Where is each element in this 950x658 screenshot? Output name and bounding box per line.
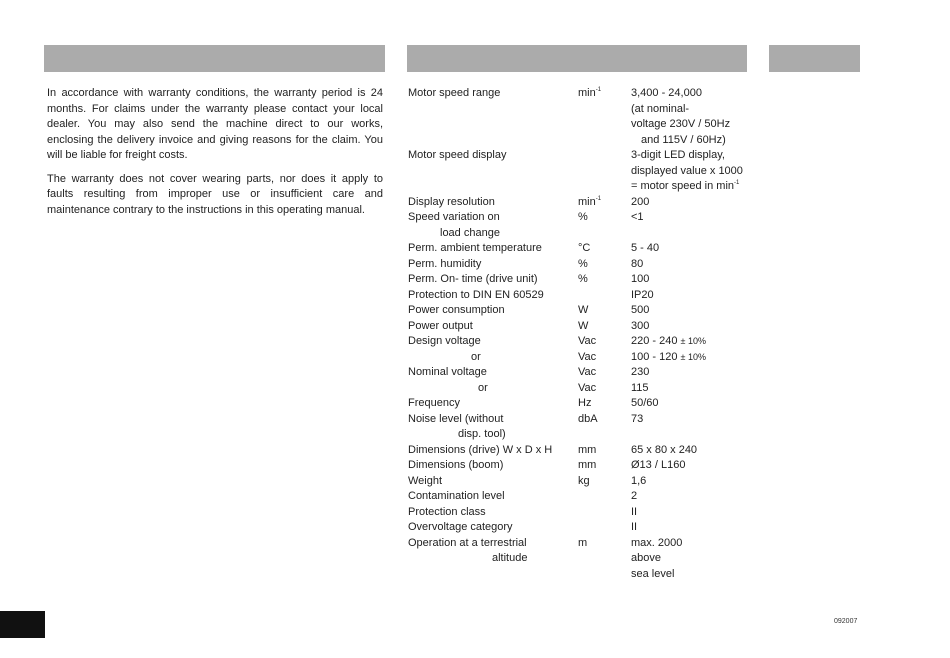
spec-value: <1 <box>631 211 644 223</box>
spec-tolerance: ± 10% <box>680 351 706 362</box>
spec-unit: Hz <box>578 397 592 409</box>
spec-label: Dimensions (boom) <box>408 459 504 471</box>
spec-value: 50/60 <box>631 397 659 409</box>
spec-label: altitude <box>492 552 528 564</box>
spec-row-power-consumption <box>408 303 758 319</box>
spec-unit: Vac <box>578 350 597 363</box>
warranty-paragraph-2: The warranty does not cover wearing parts, nor does it apply to faults resulting from improper use or insufficient care and maintenance contrary to the instructions in this operating manual. <box>47 172 383 216</box>
spec-row-motor-speed-range <box>408 86 758 148</box>
spec-row-overvoltage <box>408 520 758 536</box>
page-corner-tab <box>0 611 45 638</box>
warranty-paragraph-1: In accordance with warranty conditions, the warranty period is 24 months. For claims under the warranty please contact your local dealer. You may also send the machine direct to our works, enclosing the delivery invoice and giving reasons for the claim. You will be liable for freight costs. <box>47 87 383 161</box>
spec-value: II <box>631 521 638 533</box>
spec-label: Contamination level <box>408 490 505 502</box>
spec-row-weight <box>408 474 758 490</box>
spec-value: 300 <box>631 319 650 332</box>
unit-superscript: -1 <box>734 180 740 186</box>
spec-value: 100 - 120 <box>631 350 678 363</box>
spec-value: 200 <box>631 195 650 208</box>
spec-label: Weight <box>408 474 443 487</box>
spec-unit: Vac <box>578 335 597 347</box>
spec-value: voltage 230V / 50Hz <box>631 118 731 130</box>
spec-label: Operation at a terrestrial <box>408 536 527 549</box>
spec-value: II <box>631 505 638 518</box>
spec-label: Protection to DIN EN 60529 <box>408 288 544 301</box>
spec-row-noise-level <box>408 412 758 443</box>
spec-value: 1,6 <box>631 474 647 487</box>
spec-label: Perm. On- time (drive unit) <box>408 273 538 285</box>
spec-unit: kg <box>578 474 590 487</box>
spec-value: 3-digit LED display, <box>631 149 725 161</box>
spec-label: Perm. ambient temperature <box>408 242 542 254</box>
spec-label: Protection class <box>408 505 486 518</box>
spec-unit: min <box>578 195 596 208</box>
spec-value: 80 <box>631 257 644 270</box>
spec-label: Power consumption <box>408 304 505 316</box>
spec-label: disp. tool) <box>458 428 506 440</box>
spec-value: sea level <box>631 567 675 580</box>
spec-unit: mm <box>578 443 597 456</box>
document-code: 092007 <box>834 618 858 625</box>
spec-label: Dimensions (drive) W x D x H <box>408 443 553 456</box>
spec-row-dimensions-drive <box>408 443 758 459</box>
spec-row-design-voltage <box>408 334 758 365</box>
spec-row-speed-variation <box>408 210 758 241</box>
spec-unit: W <box>578 319 589 332</box>
spec-value: max. 2000 <box>631 536 683 549</box>
spec-value: 500 <box>631 304 650 316</box>
spec-label: Overvoltage category <box>408 521 513 533</box>
spec-label: Perm. humidity <box>408 257 482 270</box>
spec-value: Ø13 / L160 <box>631 459 686 471</box>
technical-data-table <box>408 86 758 582</box>
spec-value: 2 <box>631 490 638 502</box>
spec-label-or: or <box>471 350 481 363</box>
spec-unit: % <box>578 273 588 285</box>
spec-value: 3,400 - 24,000 <box>631 87 702 99</box>
spec-value: displayed value x 1000 <box>631 164 743 177</box>
spec-row-nominal-voltage <box>408 365 758 396</box>
spec-row-altitude <box>408 536 758 583</box>
spec-label: Noise level (without <box>408 412 504 425</box>
header-bar-warranty <box>44 45 385 72</box>
spec-row-contamination <box>408 489 758 505</box>
spec-value: above <box>631 552 661 564</box>
spec-row-display-resolution <box>408 195 758 211</box>
spec-label: Frequency <box>408 397 460 409</box>
spec-label: Power output <box>408 319 473 332</box>
spec-value: 115 <box>631 381 649 394</box>
unit-superscript: -1 <box>595 195 602 202</box>
spec-value: 100 <box>631 273 650 285</box>
spec-unit: % <box>578 257 588 270</box>
spec-value: = motor speed in min <box>631 180 735 192</box>
spec-row-humidity <box>408 257 758 273</box>
spec-unit: Vac <box>578 381 597 394</box>
spec-row-motor-speed-display <box>408 148 758 195</box>
spec-row-dimensions-boom <box>408 458 758 474</box>
spec-unit: °C <box>578 242 591 254</box>
spec-row-protection-din <box>408 288 758 304</box>
header-bar-right <box>769 45 860 72</box>
spec-unit: % <box>578 211 588 223</box>
spec-unit: W <box>578 304 589 316</box>
unit-superscript: -1 <box>595 87 602 93</box>
spec-row-on-time <box>408 272 758 288</box>
spec-label: Design voltage <box>408 335 481 347</box>
spec-label: Motor speed display <box>408 149 507 161</box>
spec-unit: m <box>578 536 588 549</box>
spec-unit: dbA <box>578 412 598 425</box>
spec-label: Nominal voltage <box>408 366 487 378</box>
spec-unit: mm <box>578 459 597 471</box>
spec-value: 230 <box>631 366 650 378</box>
spec-value: IP20 <box>631 288 654 301</box>
spec-row-protection-class <box>408 505 758 521</box>
spec-row-power-output <box>408 319 758 335</box>
spec-value: 65 x 80 x 240 <box>631 443 698 456</box>
spec-unit: min <box>578 87 596 99</box>
spec-row-frequency <box>408 396 758 412</box>
spec-value: (at nominal- <box>631 102 690 115</box>
spec-value: 5 - 40 <box>631 242 660 254</box>
spec-tolerance: ± 10% <box>680 336 706 346</box>
spec-label-or: or <box>478 381 488 394</box>
spec-value: 73 <box>631 412 644 425</box>
spec-label: Speed variation on <box>408 211 500 223</box>
warranty-section <box>47 86 383 226</box>
spec-label: Motor speed range <box>408 87 501 99</box>
spec-label: load change <box>440 226 500 239</box>
header-bar-technical-data <box>407 45 747 72</box>
spec-value: and 115V / 60Hz) <box>641 133 726 146</box>
spec-label: Display resolution <box>408 195 495 208</box>
spec-value: 220 - 240 <box>631 335 678 347</box>
spec-unit: Vac <box>578 366 597 378</box>
spec-row-ambient-temperature <box>408 241 758 257</box>
